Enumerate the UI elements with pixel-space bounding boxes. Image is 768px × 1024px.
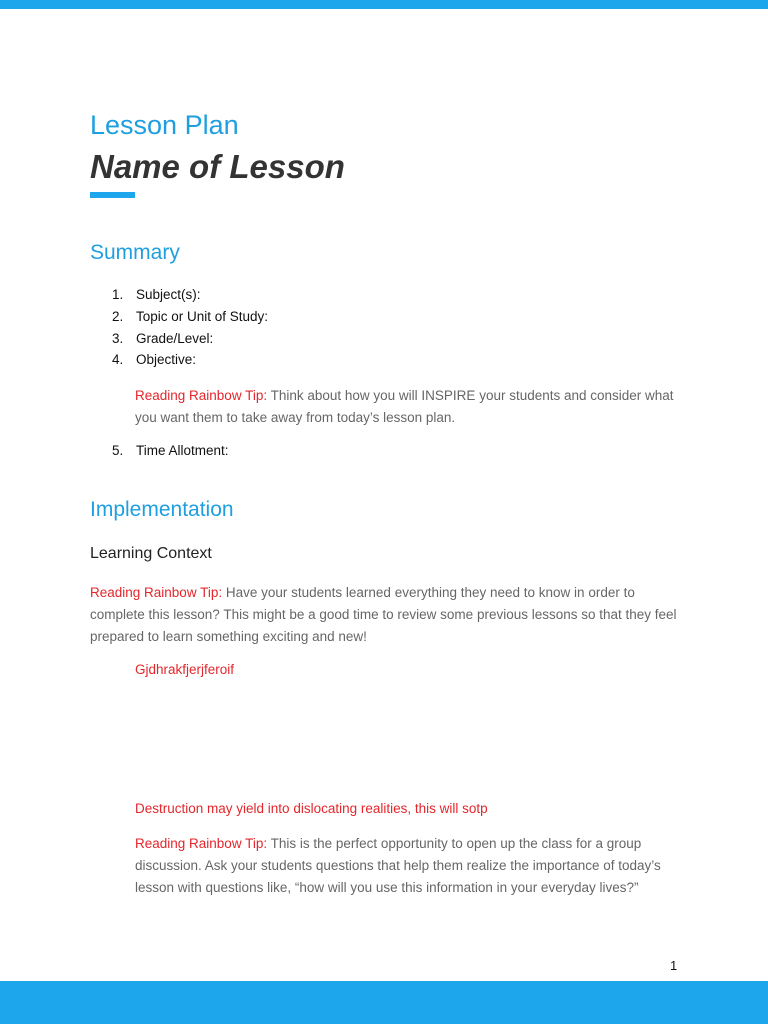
top-accent-bar — [0, 0, 768, 9]
title-underline — [90, 192, 135, 198]
list-label: Objective: — [136, 352, 197, 367]
implementation-heading: Implementation — [90, 498, 234, 521]
list-label: Grade/Level: — [136, 331, 214, 346]
tip-text: Think about how you will INSPIRE your students and consider what you want them to take away from today’s lesson plan. — [135, 388, 674, 425]
list-label: Subject(s): — [136, 287, 201, 302]
summary-tip — [135, 385, 680, 429]
summary-item-objective — [112, 350, 196, 370]
red-note-1: Gjdhrakfjerjferoif — [135, 662, 235, 677]
tip-label: Reading Rainbow Tip: — [90, 585, 223, 600]
list-number: 1. — [112, 287, 124, 302]
list-label: Time Allotment: — [136, 443, 229, 458]
discussion-tip — [135, 833, 680, 899]
tip-text: Have your students learned everything they need to know in order to complete this lesson? This might be a good time to review some previous lessons so that they feel prepared to learn something exciting and new! — [90, 585, 677, 644]
document-label: Lesson Plan — [90, 110, 239, 140]
bottom-accent-bar — [0, 981, 768, 1024]
lesson-title: Name of Lesson — [90, 148, 345, 185]
list-label: Topic or Unit of Study: — [136, 309, 269, 324]
summary-item-grade — [112, 329, 213, 349]
learning-context-tip — [90, 582, 680, 648]
summary-item-subjects — [112, 285, 201, 305]
summary-item-topic — [112, 307, 268, 327]
page-number: 1 — [670, 958, 678, 973]
list-number: 5. — [112, 443, 124, 458]
summary-item-time-allotment — [112, 441, 229, 461]
tip-text: This is the perfect opportunity to open up the class for a group discussion. Ask your students questions that help them realize the importance of today’s lesson with questions like, “how will you use this information in your everyday lives?” — [135, 836, 661, 895]
learning-context-heading: Learning Context — [90, 545, 212, 562]
list-number: 4. — [112, 352, 124, 367]
summary-heading: Summary — [90, 241, 180, 264]
list-number: 2. — [112, 309, 124, 324]
list-number: 3. — [112, 331, 124, 346]
tip-label: Reading Rainbow Tip: — [135, 388, 268, 403]
red-note-2: Destruction may yield into dislocating realities, this will sotp — [135, 801, 488, 816]
tip-label: Reading Rainbow Tip: — [135, 836, 268, 851]
